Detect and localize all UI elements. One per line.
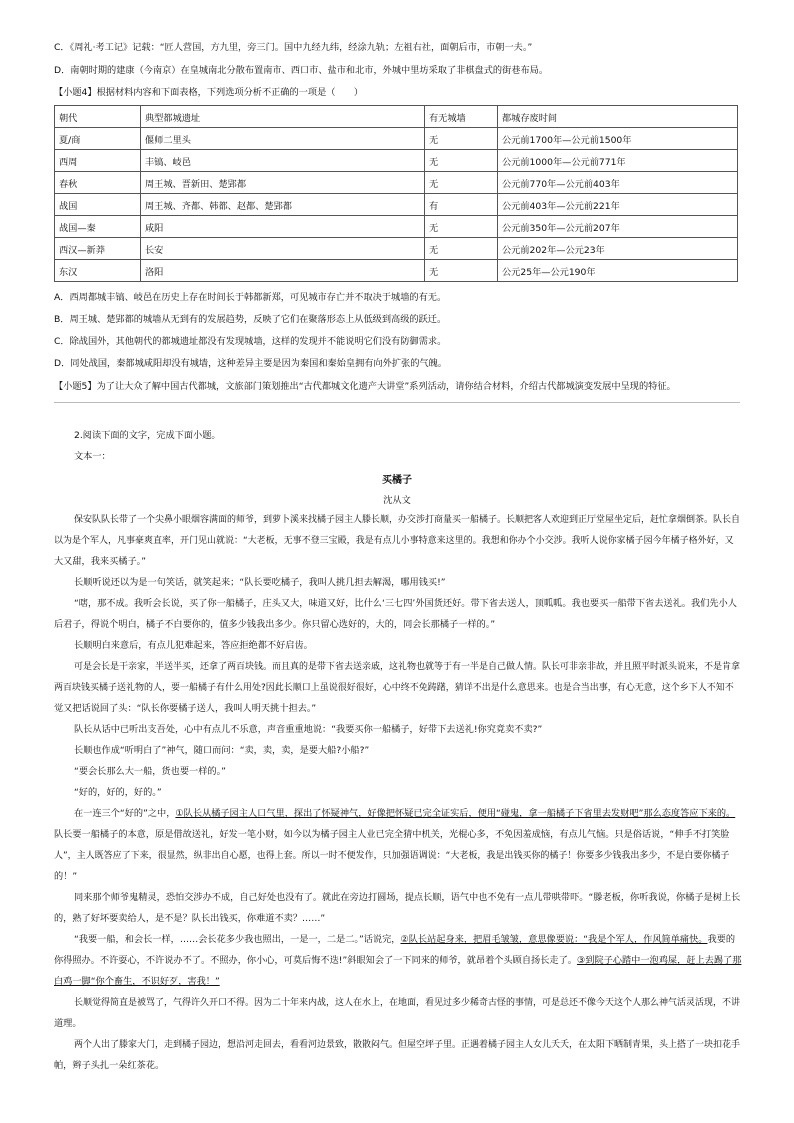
- table-cell: 夏/商: [55, 128, 141, 150]
- section-divider: [54, 402, 740, 403]
- story-line: 可是会长是干亲家，半送半买，还拿了两百块钱。而且真的是带下省去送亲戚，这礼物也就等于有一半是自己做人情。队长可非亲非故，并且照平时派头说来，不是肯拿: [74, 662, 741, 672]
- table-row: [55, 238, 738, 260]
- story-text: 你得照办。不许耍心，不许说办不了。不照办，你小心，可莫后悔不迭!”斜眼知会了一下同来的师爷，就昂着个头顾自扬长走了。: [54, 955, 577, 966]
- table-header-cell: 都城存废时间: [498, 106, 738, 128]
- story-line: 人”，主人既答应了下来，很显然，纵非出自心愿，也得上套。所以一时不便发作，只加强语调说：“大老板，我是出钱买你的橘子！你要多少钱我出多少，不是白要你橘子: [54, 851, 730, 861]
- table-cell: 咸阳: [141, 216, 425, 238]
- story-text: “我要一船，和会长一样，……会长花多少我也照出，一是一，二是二。”话说完，: [74, 934, 401, 945]
- story-line: 帕，辫子头扎一朵红茶花。: [54, 1060, 165, 1071]
- story-line: 道理。: [54, 1018, 82, 1029]
- story-line: [74, 934, 735, 946]
- option-d-text: D．南朝时期的建康（今南京）在皇城南北分散布置南市、西口市、盐市和北市，外城中里坊采取了非棋盘式的街巷布局。: [54, 65, 549, 76]
- story-line: 两百块钱买橘子送礼物的人，要一船橘子有什么用处?因此长顺口上虽说很好很好，心中终不免踌躇，猜详不出是什么意思来。也是合当出事，有心无意，这个乡下人不知不: [54, 683, 734, 693]
- story-line: 长顺觉得简直是被骂了，气得许久开口不得。因为二十年来内战，这人在水上，在地面，看见过多少稀奇古怪的事情，可是总还不像今天这个人那么神气活灵活现，不讲: [74, 998, 741, 1008]
- text-one-label: 文本一：: [74, 451, 111, 462]
- table-cell: 战国: [55, 194, 141, 216]
- table-cell: 无: [425, 172, 498, 194]
- table-cell: 西周: [55, 150, 141, 172]
- q4-stem: 【小题4】根据材料内容和下面表格，下列选项分析不正确的一项是（ ）: [54, 87, 364, 98]
- table-cell: 公元前202年—公元23年: [498, 238, 738, 260]
- table-cell: 东汉: [55, 260, 141, 282]
- story-line: [74, 808, 735, 820]
- table-row: [55, 150, 738, 172]
- table-cell: 偃师二里头: [141, 128, 425, 150]
- table-cell: 公元前403年—公元前221年: [498, 194, 738, 216]
- table-row: [55, 172, 738, 194]
- table-header-cell: 有无城墙: [425, 106, 498, 128]
- q4-option-c: C．除战国外，其他朝代的都城遗址都没有发现城墙，这样的发现并不能说明它们没有防御需求。: [54, 336, 447, 347]
- table-header-cell: 朝代: [55, 106, 141, 128]
- story-line: 队长要一船橘子的本意，原是借故送礼，好发一笔小财，如今以为橘子园主人业已完全猜中机关，光棍心多，不免因羞成恼，有点儿气恼。只是俗话说，“伸手不打笑脸: [54, 829, 730, 840]
- dynasty-table: [54, 105, 738, 282]
- q4-option-b: B．周王城、楚郢都的城墙从无到有的发展趋势，反映了它们在聚落形态上从低级到高级的跃迁。: [54, 314, 447, 325]
- table-cell: 公元前770年—公元前403年: [498, 172, 738, 194]
- table-cell: 无: [425, 216, 498, 238]
- table-cell: 洛阳: [141, 260, 425, 282]
- story-line: 的，熟了好坏要卖给人，是不是？队长出钱买，你难道不卖？……”: [54, 913, 326, 924]
- table-cell: 春秋: [55, 172, 141, 194]
- story-line: “嗐，那不成。我听会长说，买了你一船橘子，庄头又大，味道又好，比什么‘三七四’外国货还好。带下省去送人，顶呱呱。我也要买一船带下省去送礼。我们先小人: [74, 598, 737, 609]
- story-line: 长顺也作成“听明白了”神气，随口而问：“卖，卖，卖，是要大船?小船?”: [74, 745, 370, 756]
- table-cell: 丰镐、岐邑: [141, 150, 425, 172]
- story-line: 以为是个军人，凡事豪爽直率，开门见山就说：“大老板，无事不登三宝殿，我是有点儿小事特意来这里的。我想和你办个小交涉。我听人说你家橘子园今年橘子格外好，又: [54, 536, 734, 546]
- story-line: 同来那个师爷鬼精灵，恐怕交涉办不成，自己好处也没有了。就此在旁边打圆场，提点长顺，语气中也不免有一点儿带哄带吓。“滕老板，你听我说，你橘子是树上长: [74, 892, 741, 903]
- story-line: 保安队队长带了一个尖鼻小眼烟容满面的师爷，到萝卜溪来找橘子园主人滕长顺，办交涉打商量买一船橘子。长顺把客人欢迎到正厅堂屋坐定后，赶忙拿烟倒茶。队长自: [74, 515, 741, 525]
- underlined-sentence-3-cont: 白鸡一脚“你个畜生，不识好歹，害我！”: [54, 976, 220, 987]
- story-author: 沈从文: [383, 495, 411, 506]
- underlined-sentence-3: ③到院子心踏中一泡鸡屎，赶上去踢了那: [576, 955, 742, 966]
- table-row: [55, 194, 738, 216]
- story-line: 大又甜，我来买橘子。”: [54, 556, 147, 567]
- table-cell: 无: [425, 238, 498, 260]
- q4-option-d: D．同处战国，秦都城咸阳却没有城墙，这种差异主要是因为秦国和秦始皇拥有向外扩张的气魄。: [54, 358, 447, 369]
- story-title: 买橘子: [382, 475, 412, 486]
- table-cell: 周王城、齐都、韩都、赵都、楚郢都: [141, 194, 425, 216]
- table-cell: 公元前350年—公元前207年: [498, 216, 738, 238]
- table-cell: 无: [425, 128, 498, 150]
- table-cell: 公元25年—公元190年: [498, 260, 738, 282]
- table-cell: 长安: [141, 238, 425, 260]
- story-line: 觉又把话说回了头：“队长你要橘子送人，我叫人明天挑十担去。”: [54, 703, 317, 714]
- section2-instruction: 2.阅读下面的文字，完成下面小题。: [74, 430, 221, 441]
- table-header-cell: 典型都城遗址: [141, 106, 425, 128]
- option-c-text: C．《周礼·考工记》记载：“匠人营国，方九里，旁三门。国中九经九纬，经涂九轨；左祖右社，面朝后市，市朝一夫。”: [54, 42, 533, 53]
- story-line: 后君子，得说个明白，橘子不白要你的，值多少钱我出多少。你只留心选好的，大的，同会长那橘子一样的。”: [54, 619, 496, 630]
- q5-stem: 【小题5】为了让大众了解中国古代都城，文旅部门策划推出“古代都城文化遗产大讲堂”系列活动，请你结合材料，介绍古代都城演变发展中呈现的特征。: [54, 381, 676, 392]
- underlined-sentence-2: ②队长站起身来，把眉毛皱皱，意思像要说：“我是个军人，作风简单痛快。: [400, 934, 708, 945]
- table-cell: 周王城、晋新田、楚郢都: [141, 172, 425, 194]
- table-cell: 公元前1000年—公元前771年: [498, 150, 738, 172]
- story-line: 长顺听说还以为是一句笑话，就笑起来；“队长要吃橘子，我叫人挑几担去解渴，哪用钱买!”: [74, 577, 446, 588]
- table-cell: 有: [425, 194, 498, 216]
- story-line: “要会长那么大一船，货也要一样的。”: [74, 766, 226, 777]
- story-line: “好的，好的，好的。”: [74, 787, 162, 798]
- table-header-row: [55, 106, 738, 128]
- story-text: 我要的: [707, 934, 736, 945]
- story-text: 在一连三个“好的”之中，: [74, 808, 176, 819]
- story-line: [54, 955, 741, 967]
- story-line: 队长从话中已听出支吾处，心中有点儿不乐意，声音重重地说：“我要买你一船橘子，好带下去送礼!你究竟卖不卖?”: [74, 724, 543, 735]
- table-cell: 无: [425, 150, 498, 172]
- story-line: 长顺明白来意后，有点儿犯难起来，答应拒绝都不好启齿。: [74, 640, 313, 651]
- table-row: [55, 128, 738, 150]
- table-cell: 西汉—新莽: [55, 238, 141, 260]
- story-line: 的！”: [54, 871, 78, 882]
- table-cell: 战国—秦: [55, 216, 141, 238]
- table-row: [55, 260, 738, 282]
- underlined-sentence-1: ①队长从橘子园主人口气里，探出了怀疑神气，好像把怀疑已完全证实后，便用“碰鬼，拿一船橘子下省里去发财吧”那么态度答应下来的。: [175, 808, 736, 819]
- story-line: [54, 976, 220, 988]
- table-cell: 公元前1700年—公元前1500年: [498, 128, 738, 150]
- q4-option-a: A．西周都城丰镐、岐邑在历史上存在时间长于韩都新郑，可见城市存亡并不取决于城墙的有无。: [54, 292, 447, 303]
- table-row: [55, 216, 738, 238]
- table-cell: 无: [425, 260, 498, 282]
- story-line: 两个人出了滕家大门，走到橘子园边，想沿河走回去，看看河边景致，散散闷气。但屋空坪子里。正遇着橘子园主人女儿夭夭，在太阳下晒制青果，头上搭了一块扣花手: [74, 1040, 741, 1050]
